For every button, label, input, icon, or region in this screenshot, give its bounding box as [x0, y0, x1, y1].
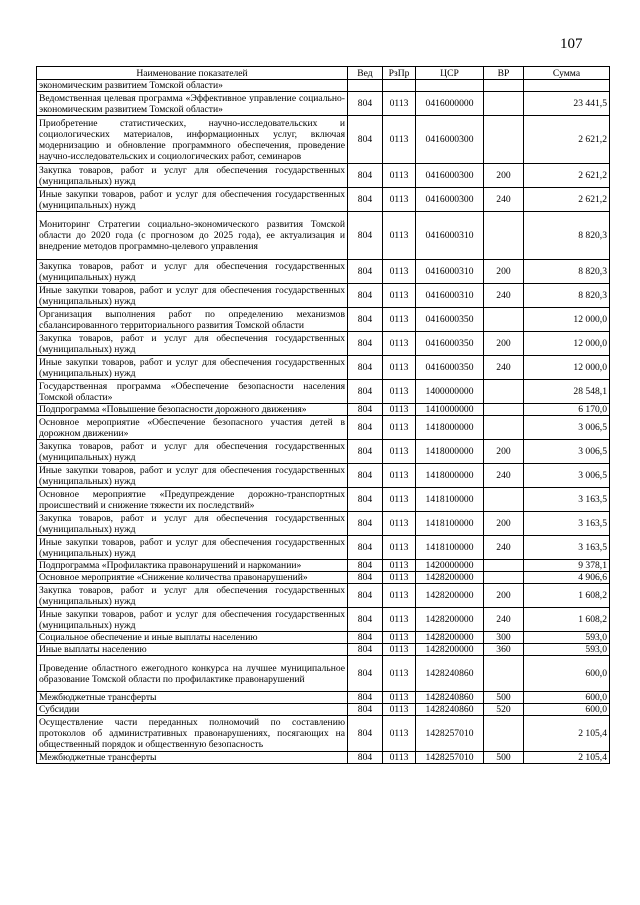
row-csr-cell: 0416000310 — [416, 260, 484, 284]
row-rzpr-cell: 0113 — [383, 212, 416, 260]
row-sum-cell: 12 000,0 — [524, 308, 610, 332]
row-sum-cell: 23 441,5 — [524, 92, 610, 116]
row-sum-cell: 12 000,0 — [524, 332, 610, 356]
row-vr-cell: 360 — [484, 644, 524, 656]
row-name-cell: экономическим развитием Томской области» — [37, 80, 348, 92]
row-rzpr-cell: 0113 — [383, 656, 416, 692]
row-vr-cell — [484, 92, 524, 116]
row-sum-cell: 2 105,4 — [524, 752, 610, 764]
row-vr-cell: 240 — [484, 608, 524, 632]
row-rzpr-cell: 0113 — [383, 440, 416, 464]
row-csr-cell: 1428200000 — [416, 572, 484, 584]
table-row — [37, 188, 610, 212]
row-ved-cell: 804 — [348, 380, 383, 404]
row-vr-cell: 240 — [484, 356, 524, 380]
row-csr-cell: 1428257010 — [416, 752, 484, 764]
row-ved-cell: 804 — [348, 308, 383, 332]
table-row — [37, 464, 610, 488]
row-rzpr-cell: 0113 — [383, 284, 416, 308]
row-name-cell: Проведение областного ежегодного конкурса на лучшее муниципальное образование Томской области по профилактике правонарушений — [37, 656, 348, 692]
row-csr-cell: 1428240860 — [416, 704, 484, 716]
row-name-cell: Организация выполнения работ по определению механизмов сбалансированного территориального развития Томской области — [37, 308, 348, 332]
row-rzpr-cell: 0113 — [383, 632, 416, 644]
table-row — [37, 416, 610, 440]
row-name-cell: Приобретение статистических, научно-исследовательских и социологических материалов, информационных услуг, включая модернизацию и обновление программного обеспечения, проведение научно-исследовательских и социологических работ, семинаров — [37, 116, 348, 164]
table-row — [37, 404, 610, 416]
row-ved-cell: 804 — [348, 92, 383, 116]
row-ved-cell: 804 — [348, 716, 383, 752]
row-rzpr-cell: 0113 — [383, 752, 416, 764]
column-header-rzpr: РзПр — [383, 67, 416, 80]
row-sum-cell: 8 820,3 — [524, 212, 610, 260]
row-vr-cell: 200 — [484, 512, 524, 536]
row-ved-cell: 804 — [348, 512, 383, 536]
row-rzpr-cell: 0113 — [383, 608, 416, 632]
page-number: 107 — [560, 36, 583, 52]
row-csr-cell: 0416000350 — [416, 308, 484, 332]
row-ved-cell: 804 — [348, 656, 383, 692]
row-sum-cell: 593,0 — [524, 644, 610, 656]
table-row — [37, 692, 610, 704]
row-vr-cell: 240 — [484, 284, 524, 308]
table-row — [37, 440, 610, 464]
row-sum-cell: 600,0 — [524, 704, 610, 716]
row-name-cell: Иные закупки товаров, работ и услуг для обеспечения государственных (муниципальных) нужд — [37, 608, 348, 632]
row-ved-cell: 804 — [348, 644, 383, 656]
row-ved-cell: 804 — [348, 608, 383, 632]
row-name-cell: Закупка товаров, работ и услуг для обеспечения государственных (муниципальных) нужд — [37, 164, 348, 188]
row-name-cell: Субсидии — [37, 704, 348, 716]
row-rzpr-cell: 0113 — [383, 488, 416, 512]
row-csr-cell: 1410000000 — [416, 404, 484, 416]
row-name-cell: Иные выплаты населению — [37, 644, 348, 656]
row-sum-cell: 3 163,5 — [524, 536, 610, 560]
row-csr-cell — [416, 80, 484, 92]
row-sum-cell: 6 170,0 — [524, 404, 610, 416]
row-csr-cell: 1428257010 — [416, 716, 484, 752]
row-vr-cell — [484, 80, 524, 92]
row-vr-cell: 200 — [484, 164, 524, 188]
row-csr-cell: 0416000350 — [416, 332, 484, 356]
row-name-cell: Закупка товаров, работ и услуг для обеспечения государственных (муниципальных) нужд — [37, 512, 348, 536]
row-name-cell: Основное мероприятие «Обеспечение безопасного участия детей в дорожном движении» — [37, 416, 348, 440]
row-sum-cell: 28 548,1 — [524, 380, 610, 404]
table-row — [37, 212, 610, 260]
table-row — [37, 92, 610, 116]
row-vr-cell — [484, 116, 524, 164]
table-row — [37, 716, 610, 752]
row-vr-cell: 200 — [484, 584, 524, 608]
row-rzpr-cell — [383, 80, 416, 92]
row-vr-cell: 240 — [484, 188, 524, 212]
row-csr-cell: 1428200000 — [416, 632, 484, 644]
row-vr-cell: 300 — [484, 632, 524, 644]
row-csr-cell: 0416000310 — [416, 212, 484, 260]
table-header-row — [37, 67, 610, 80]
row-rzpr-cell: 0113 — [383, 692, 416, 704]
row-vr-cell — [484, 212, 524, 260]
row-sum-cell: 3 006,5 — [524, 416, 610, 440]
row-csr-cell: 1400000000 — [416, 380, 484, 404]
row-ved-cell: 804 — [348, 536, 383, 560]
row-csr-cell: 0416000300 — [416, 116, 484, 164]
row-ved-cell: 804 — [348, 356, 383, 380]
row-rzpr-cell: 0113 — [383, 260, 416, 284]
row-sum-cell: 4 906,6 — [524, 572, 610, 584]
row-ved-cell: 804 — [348, 164, 383, 188]
row-name-cell: Подпрограмма «Повышение безопасности дорожного движения» — [37, 404, 348, 416]
table-row — [37, 584, 610, 608]
row-vr-cell — [484, 560, 524, 572]
row-vr-cell: 500 — [484, 692, 524, 704]
row-ved-cell: 804 — [348, 560, 383, 572]
row-csr-cell: 0416000300 — [416, 164, 484, 188]
row-name-cell: Основное мероприятие «Предупреждение дорожно-транспортных происшествий и снижение тяжести их последствий» — [37, 488, 348, 512]
table-row — [37, 644, 610, 656]
table-row — [37, 308, 610, 332]
row-vr-cell: 240 — [484, 464, 524, 488]
column-header-vr: ВР — [484, 67, 524, 80]
row-ved-cell: 804 — [348, 440, 383, 464]
row-csr-cell: 1420000000 — [416, 560, 484, 572]
row-name-cell: Закупка товаров, работ и услуг для обеспечения государственных (муниципальных) нужд — [37, 584, 348, 608]
row-vr-cell — [484, 380, 524, 404]
row-vr-cell: 520 — [484, 704, 524, 716]
row-ved-cell: 804 — [348, 464, 383, 488]
row-ved-cell: 804 — [348, 116, 383, 164]
row-name-cell: Иные закупки товаров, работ и услуг для обеспечения государственных (муниципальных) нужд — [37, 284, 348, 308]
table-row — [37, 632, 610, 644]
row-name-cell: Иные закупки товаров, работ и услуг для обеспечения государственных (муниципальных) нужд — [37, 464, 348, 488]
row-sum-cell: 2 621,2 — [524, 188, 610, 212]
row-rzpr-cell: 0113 — [383, 380, 416, 404]
row-csr-cell: 0416000310 — [416, 284, 484, 308]
row-csr-cell: 1418100000 — [416, 536, 484, 560]
row-name-cell: Межбюджетные трансферты — [37, 692, 348, 704]
column-header-ved: Вед — [348, 67, 383, 80]
table-row — [37, 704, 610, 716]
table-row — [37, 80, 610, 92]
table-row — [37, 380, 610, 404]
row-ved-cell: 804 — [348, 332, 383, 356]
row-name-cell: Осуществление части переданных полномочий по составлению протоколов об административных правонарушениях, посягающих на общественный порядок и общественную безопасность — [37, 716, 348, 752]
row-ved-cell: 804 — [348, 692, 383, 704]
table-row — [37, 572, 610, 584]
table-row — [37, 560, 610, 572]
row-name-cell: Иные закупки товаров, работ и услуг для обеспечения государственных (муниципальных) нужд — [37, 188, 348, 212]
row-name-cell: Основное мероприятие «Снижение количества правонарушений» — [37, 572, 348, 584]
row-rzpr-cell: 0113 — [383, 572, 416, 584]
row-ved-cell: 804 — [348, 704, 383, 716]
row-sum-cell: 3 006,5 — [524, 440, 610, 464]
table-row — [37, 164, 610, 188]
row-rzpr-cell: 0113 — [383, 584, 416, 608]
row-vr-cell: 240 — [484, 536, 524, 560]
row-sum-cell: 2 105,4 — [524, 716, 610, 752]
row-vr-cell: 500 — [484, 752, 524, 764]
row-sum-cell: 1 608,2 — [524, 584, 610, 608]
row-rzpr-cell: 0113 — [383, 464, 416, 488]
row-name-cell: Социальное обеспечение и иные выплаты населению — [37, 632, 348, 644]
budget-table — [36, 66, 610, 764]
row-ved-cell: 804 — [348, 188, 383, 212]
row-csr-cell: 0416000300 — [416, 188, 484, 212]
row-rzpr-cell: 0113 — [383, 536, 416, 560]
row-vr-cell — [484, 656, 524, 692]
row-csr-cell: 1418000000 — [416, 440, 484, 464]
row-rzpr-cell: 0113 — [383, 188, 416, 212]
row-csr-cell: 1428200000 — [416, 644, 484, 656]
row-name-cell: Закупка товаров, работ и услуг для обеспечения государственных (муниципальных) нужд — [37, 260, 348, 284]
row-csr-cell: 1428200000 — [416, 584, 484, 608]
row-csr-cell: 1418100000 — [416, 512, 484, 536]
row-ved-cell: 804 — [348, 284, 383, 308]
row-sum-cell: 12 000,0 — [524, 356, 610, 380]
row-ved-cell: 804 — [348, 416, 383, 440]
row-ved-cell — [348, 80, 383, 92]
row-rzpr-cell: 0113 — [383, 116, 416, 164]
row-sum-cell: 3 163,5 — [524, 488, 610, 512]
row-vr-cell — [484, 404, 524, 416]
row-name-cell: Закупка товаров, работ и услуг для обеспечения государственных (муниципальных) нужд — [37, 440, 348, 464]
row-rzpr-cell: 0113 — [383, 716, 416, 752]
table-body — [37, 80, 610, 764]
row-rzpr-cell: 0113 — [383, 512, 416, 536]
row-rzpr-cell: 0113 — [383, 92, 416, 116]
row-vr-cell: 200 — [484, 260, 524, 284]
row-name-cell: Закупка товаров, работ и услуг для обеспечения государственных (муниципальных) нужд — [37, 332, 348, 356]
row-vr-cell — [484, 308, 524, 332]
row-sum-cell: 1 608,2 — [524, 608, 610, 632]
row-vr-cell — [484, 416, 524, 440]
row-sum-cell: 593,0 — [524, 632, 610, 644]
row-sum-cell: 9 378,1 — [524, 560, 610, 572]
row-vr-cell: 200 — [484, 440, 524, 464]
row-ved-cell: 804 — [348, 632, 383, 644]
row-csr-cell: 0416000000 — [416, 92, 484, 116]
table-row — [37, 536, 610, 560]
row-name-cell: Ведомственная целевая программа «Эффективное управление социально-экономическим развитием Томской области» — [37, 92, 348, 116]
row-sum-cell: 600,0 — [524, 656, 610, 692]
column-header-csr: ЦСР — [416, 67, 484, 80]
row-vr-cell: 200 — [484, 332, 524, 356]
row-ved-cell: 804 — [348, 260, 383, 284]
row-rzpr-cell: 0113 — [383, 644, 416, 656]
row-csr-cell: 1428240860 — [416, 656, 484, 692]
row-rzpr-cell: 0113 — [383, 704, 416, 716]
row-rzpr-cell: 0113 — [383, 308, 416, 332]
row-csr-cell: 1428240860 — [416, 692, 484, 704]
row-rzpr-cell: 0113 — [383, 404, 416, 416]
row-name-cell: Подпрограмма «Профилактика правонарушений и наркомании» — [37, 560, 348, 572]
row-name-cell: Государственная программа «Обеспечение безопасности населения Томской области» — [37, 380, 348, 404]
row-name-cell: Иные закупки товаров, работ и услуг для обеспечения государственных (муниципальных) нужд — [37, 356, 348, 380]
row-csr-cell: 1428200000 — [416, 608, 484, 632]
table-row — [37, 284, 610, 308]
row-sum-cell: 2 621,2 — [524, 116, 610, 164]
row-ved-cell: 804 — [348, 752, 383, 764]
table-row — [37, 656, 610, 692]
table-row — [37, 512, 610, 536]
row-csr-cell: 1418100000 — [416, 488, 484, 512]
row-sum-cell: 2 621,2 — [524, 164, 610, 188]
row-csr-cell: 0416000350 — [416, 356, 484, 380]
row-rzpr-cell: 0113 — [383, 560, 416, 572]
row-ved-cell: 804 — [348, 404, 383, 416]
row-rzpr-cell: 0113 — [383, 164, 416, 188]
row-vr-cell — [484, 572, 524, 584]
row-ved-cell: 804 — [348, 212, 383, 260]
table-row — [37, 332, 610, 356]
row-ved-cell: 804 — [348, 488, 383, 512]
row-ved-cell: 804 — [348, 572, 383, 584]
table-row — [37, 260, 610, 284]
table-row — [37, 608, 610, 632]
row-rzpr-cell: 0113 — [383, 416, 416, 440]
table-row — [37, 488, 610, 512]
row-rzpr-cell: 0113 — [383, 356, 416, 380]
row-csr-cell: 1418000000 — [416, 416, 484, 440]
row-sum-cell: 3 163,5 — [524, 512, 610, 536]
row-sum-cell: 8 820,3 — [524, 284, 610, 308]
row-sum-cell: 8 820,3 — [524, 260, 610, 284]
row-csr-cell: 1418000000 — [416, 464, 484, 488]
row-sum-cell: 3 006,5 — [524, 464, 610, 488]
row-sum-cell — [524, 80, 610, 92]
row-name-cell: Мониторинг Стратегии социально-экономического развития Томской области до 2020 года (с прогнозом до 2025 года), ее актуализация и внедрение методов программно-целевого управления — [37, 212, 348, 260]
row-vr-cell — [484, 716, 524, 752]
table-row — [37, 752, 610, 764]
row-sum-cell: 600,0 — [524, 692, 610, 704]
row-ved-cell: 804 — [348, 584, 383, 608]
row-vr-cell — [484, 488, 524, 512]
row-name-cell: Межбюджетные трансферты — [37, 752, 348, 764]
table-row — [37, 116, 610, 164]
column-header-sum: Сумма — [524, 67, 610, 80]
table-row — [37, 356, 610, 380]
row-name-cell: Иные закупки товаров, работ и услуг для обеспечения государственных (муниципальных) нужд — [37, 536, 348, 560]
column-header-name: Наименование показателей — [37, 67, 348, 80]
row-rzpr-cell: 0113 — [383, 332, 416, 356]
